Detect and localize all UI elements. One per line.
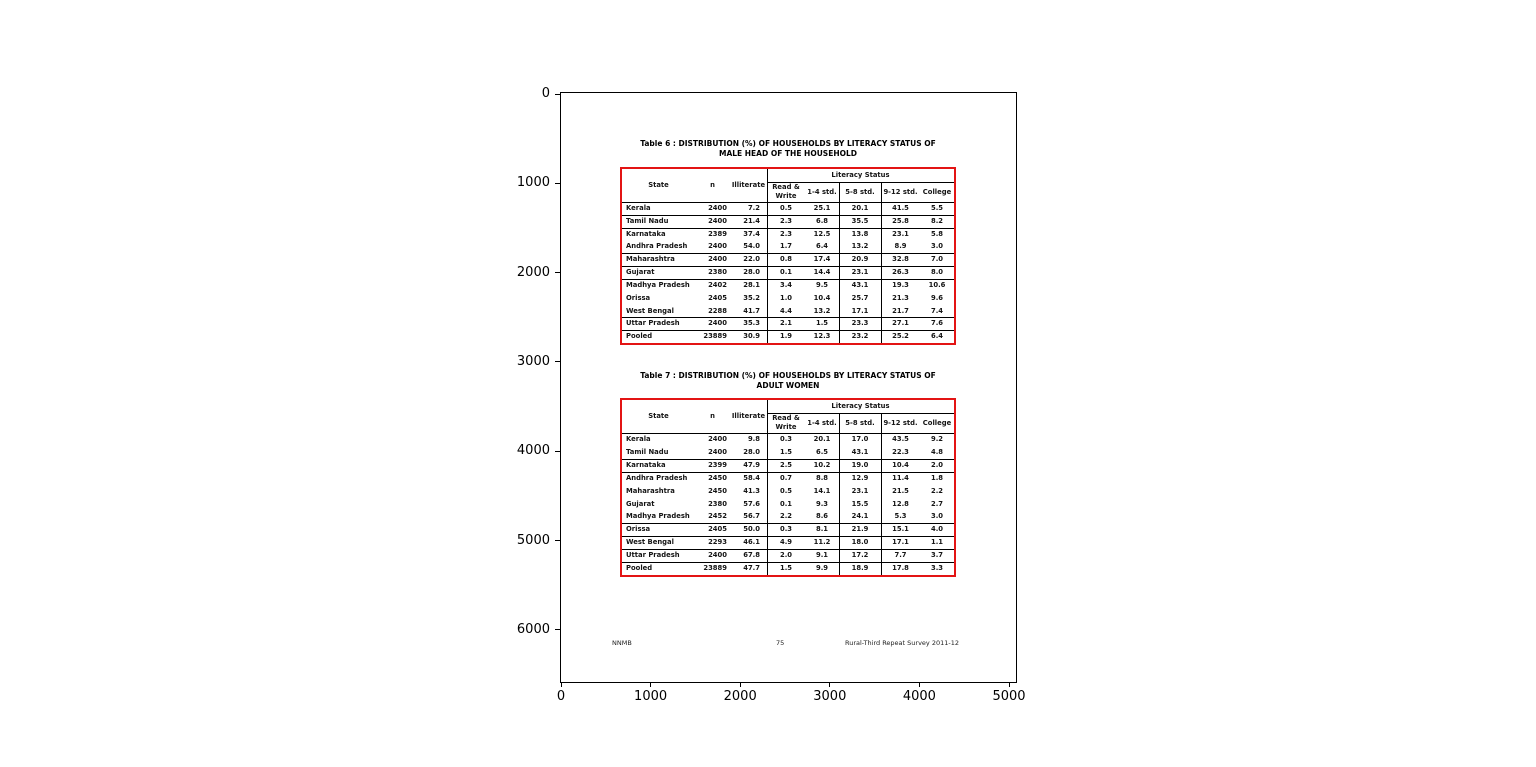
table-7-value-cell: 5.3: [894, 512, 907, 521]
table-7-value-cell: 8.6: [815, 512, 829, 521]
table-6-value-cell: 3.0: [930, 242, 944, 251]
y-tick-mark: [555, 629, 560, 630]
table-7-state-name: Karnataka: [626, 460, 666, 469]
table-6-title-line2: MALE HEAD OF THE HOUSEHOLD: [719, 149, 857, 158]
table-6-state-name: Uttar Pradesh: [626, 319, 680, 328]
table-7-value-cell: 1.5: [779, 564, 793, 573]
table-7-value-cell: 17.1: [892, 538, 909, 547]
table-7-col-header: n: [710, 412, 715, 420]
table-7-title-line1: Table 7 : DISTRIBUTION (%) OF HOUSEHOLDS BY LITERACY STATUS OF: [640, 371, 936, 380]
table-6-value-cell: 10.6: [928, 280, 946, 289]
table-6-value-cell: 1.0: [779, 293, 793, 302]
table-6-state-name: Andhra Pradesh: [626, 242, 688, 251]
table-7-state-name: Madhya Pradesh: [626, 512, 690, 521]
table-6-n-value: 2402: [708, 280, 727, 289]
table-7-row-separator: [622, 523, 954, 524]
table-7-value-cell: 22.3: [892, 447, 909, 456]
table-6-n-value: 2400: [708, 242, 727, 251]
footer-survey: Rural-Third Repeat Survey 2011-12: [845, 639, 959, 647]
y-tick-mark: [555, 272, 560, 273]
table-6-value-cell: 43.1: [851, 280, 869, 289]
table-7-n-value: 2450: [708, 473, 727, 482]
table-6-illiterate-value: 35.3: [743, 319, 760, 328]
table-6-value-cell: 7.0: [930, 255, 944, 264]
table-7-n-value: 2400: [708, 447, 727, 456]
table-7-value-cell: 1.8: [930, 473, 944, 482]
table-7-state-name: Kerala: [626, 435, 651, 443]
table-6-row-separator: [622, 317, 954, 318]
table-7-illiterate-value: 50.0: [743, 525, 760, 534]
table-7-detection-box: [620, 398, 956, 577]
table-6-illiterate-value: 28.0: [743, 268, 760, 277]
table-6-illiterate-value: 28.1: [743, 280, 760, 289]
table-6-n-value: 2288: [708, 306, 727, 315]
table-7-value-cell: 8.8: [815, 473, 829, 482]
y-tick-mark: [555, 183, 560, 184]
table-7-illiterate-value: 47.7: [743, 564, 760, 573]
table-7-value-cell: 10.2: [813, 460, 831, 469]
x-tick-mark: [919, 682, 920, 687]
table-7-value-cell: 2.2: [930, 486, 944, 495]
table-7-row-separator: [622, 472, 954, 473]
table-6-value-cell: 41.5: [892, 204, 909, 212]
table-6-value-cell: 19.3: [892, 280, 909, 289]
table-7-value-cell: 14.1: [813, 486, 831, 495]
table-7-illiterate-value: 58.4: [743, 473, 760, 482]
table-6-illiterate-value: 22.0: [743, 255, 760, 264]
table-6-value-cell: 0.1: [779, 268, 793, 277]
x-tick-label: 0: [556, 689, 566, 704]
table-6-col-header: n: [710, 181, 715, 189]
table-7-illiterate-value: 41.3: [743, 486, 760, 495]
table-6-value-cell: 13.8: [851, 229, 869, 238]
table-6-value-cell: 14.4: [813, 268, 831, 277]
table-6-value-cell: 20.1: [851, 204, 869, 212]
table-7-value-cell: 3.0: [930, 512, 944, 521]
table-6-illiterate-value: 21.4: [743, 216, 760, 225]
table-6-value-cell: 12.5: [813, 229, 831, 238]
x-tick-label: 4000: [902, 689, 936, 704]
table-6-value-cell: 23.3: [851, 319, 869, 328]
table-7-value-cell: 21.9: [851, 525, 869, 534]
table-7-value-cell: 9.1: [815, 551, 829, 560]
table-6-col-header: College: [922, 188, 952, 196]
table-6-value-cell: 13.2: [813, 306, 831, 315]
table-6-value-cell: 23.1: [892, 229, 909, 238]
y-tick-label: 0: [541, 86, 550, 101]
table-6-row-separator: [622, 228, 954, 229]
table-6-illiterate-value: 41.7: [743, 306, 760, 315]
table-7-value-cell: 8.1: [815, 525, 829, 534]
table-7-title-line2: ADULT WOMEN: [756, 381, 820, 390]
table-6-value-cell: 0.8: [779, 255, 793, 264]
table-6-value-cell: 2.1: [779, 319, 793, 328]
table-7-value-cell: 12.8: [892, 499, 909, 508]
table-6-value-cell: 1.9: [779, 332, 793, 341]
table-6-illiterate-value: 54.0: [743, 242, 760, 251]
table-7-row-separator: [622, 549, 954, 550]
table-6-value-cell: 0.5: [779, 204, 793, 212]
table-6-col-header: 5-8 std.: [845, 188, 875, 196]
table-6-value-cell: 8.2: [930, 216, 944, 225]
table-7-value-cell: 1.5: [779, 447, 793, 456]
table-6-value-cell: 35.5: [851, 216, 869, 225]
table-7-illiterate-value: 57.6: [743, 499, 760, 508]
table-7-value-cell: 2.0: [779, 551, 793, 560]
table-7-illiterate-value: 9.8: [747, 435, 760, 443]
table-6-row-separator: [622, 266, 954, 267]
table-6-value-cell: 25.2: [892, 332, 909, 341]
table-6-value-cell: 20.9: [851, 255, 869, 264]
table-7-illiterate-value: 56.7: [743, 512, 760, 521]
table-6-n-value: 2389: [708, 229, 727, 238]
table-7-row-separator: [622, 459, 954, 460]
table-6-value-cell: 7.4: [930, 306, 944, 315]
table-7-value-cell: 0.7: [779, 473, 793, 482]
plot-area: [516, 86, 1026, 704]
table-7-value-cell: 43.5: [892, 435, 909, 443]
table-7-col-header: [767, 413, 805, 433]
table-7-value-cell: 3.3: [930, 564, 944, 573]
table-6-detection-box: [620, 167, 956, 345]
table-6-value-cell: 2.3: [779, 229, 793, 238]
table-7-value-cell: 24.1: [851, 512, 869, 521]
x-tick-label: 5000: [992, 689, 1026, 704]
table-7-value-cell: 23.1: [851, 486, 869, 495]
table-7-n-value: 23889: [703, 564, 727, 573]
table-7-value-cell: 11.4: [892, 473, 909, 482]
table-7-value-cell: 2.2: [779, 512, 793, 521]
table-7-state-name: Uttar Pradesh: [626, 551, 680, 560]
x-tick-label: 1000: [634, 689, 668, 704]
footer-org: NNMB: [612, 639, 632, 647]
y-tick-label: 2000: [516, 264, 550, 280]
table-6-value-cell: 1.7: [779, 242, 793, 251]
table-6-title-line1: Table 6 : DISTRIBUTION (%) OF HOUSEHOLDS BY LITERACY STATUS OF: [640, 139, 936, 148]
table-7-value-cell: 0.5: [779, 486, 793, 495]
y-tick-label: 3000: [516, 353, 550, 369]
table-7-value-cell: 9.3: [815, 499, 829, 508]
table-6-value-cell: 1.5: [815, 319, 829, 328]
y-tick-label: 5000: [516, 532, 550, 548]
table-7-col-header: 5-8 std.: [845, 419, 875, 427]
table-6-row-separator: [622, 330, 954, 331]
table-7-value-cell: 18.0: [851, 538, 869, 547]
y-tick-label: 4000: [516, 443, 550, 459]
table-6-illiterate-value: 37.4: [743, 229, 760, 238]
table-7-value-cell: 2.7: [930, 499, 944, 508]
table-6-title: [620, 139, 956, 159]
table-6-row-separator: [622, 279, 954, 280]
y-tick-mark: [555, 451, 560, 452]
table-6-n-value: 2400: [708, 216, 727, 225]
table-6-value-cell: 32.8: [892, 255, 909, 264]
x-tick-mark: [829, 682, 830, 687]
table-6-col-header: 9-12 std.: [883, 188, 918, 196]
table-7-state-name: Andhra Pradesh: [626, 473, 688, 482]
table-6-value-cell: 4.4: [779, 306, 793, 315]
table-7-n-value: 2405: [708, 525, 727, 534]
table-7-value-cell: 12.9: [851, 473, 869, 482]
table-7-value-cell: 2.0: [930, 460, 944, 469]
table-7-value-cell: 9.2: [930, 435, 944, 443]
table-6-value-cell: 13.2: [851, 242, 869, 251]
table-7-value-cell: 15.1: [892, 525, 909, 534]
table-6-value-cell: 6.4: [930, 332, 944, 341]
table-6-n-value: 2400: [708, 255, 727, 264]
table-6-state-name: Madhya Pradesh: [626, 280, 690, 289]
table-6-col-header: 1-4 std.: [807, 188, 837, 196]
table-6-state-name: Karnataka: [626, 229, 666, 238]
table-6-col-header-line: Write: [775, 192, 797, 200]
table-7-value-cell: 4.0: [930, 525, 944, 534]
table-6-value-cell: 8.0: [930, 268, 944, 277]
table-7-value-cell: 20.1: [813, 435, 831, 443]
table-7-col-header: 9-12 std.: [883, 419, 918, 427]
table-7-n-value: 2400: [708, 435, 727, 443]
table-6-row-separator: [622, 215, 954, 216]
table-6-state-name: Kerala: [626, 204, 651, 212]
x-tick-label: 2000: [723, 689, 757, 704]
y-tick-mark: [555, 94, 560, 95]
table-7-col-header: Illiterate: [731, 412, 766, 420]
footer-page-number: 75: [776, 639, 785, 647]
table-6-col-header-line: Read &: [772, 183, 800, 191]
table-7-n-value: 2450: [708, 486, 727, 495]
table-7-title: [620, 371, 956, 391]
table-6-value-cell: 23.1: [851, 268, 869, 277]
table-7-state-name: Tamil Nadu: [626, 447, 669, 456]
table-7-value-cell: 15.5: [851, 499, 869, 508]
table-6-illiterate-value: 7.2: [747, 204, 760, 212]
table-7-n-value: 2293: [708, 538, 727, 547]
table-6-n-value: 2400: [708, 319, 727, 328]
table-7-value-cell: 18.9: [851, 564, 869, 573]
table-7-illiterate-value: 67.8: [743, 551, 760, 560]
table-7-value-cell: 17.8: [892, 564, 909, 573]
table-6-value-cell: 25.7: [851, 293, 869, 302]
table-7-n-value: 2452: [708, 512, 727, 521]
table-6-value-cell: 5.5: [930, 204, 944, 212]
table-7-col-header: 1-4 std.: [807, 419, 837, 427]
table-7-value-cell: 2.5: [779, 460, 793, 469]
table-7-value-cell: 1.1: [930, 538, 944, 547]
y-tick-label: 6000: [516, 621, 550, 637]
table-6-n-value: 23889: [703, 332, 727, 341]
table-7-value-cell: 19.0: [851, 460, 869, 469]
table-7-literacy-status-header: Literacy Status: [831, 402, 890, 410]
table-6-value-cell: 2.3: [779, 216, 793, 225]
table-6-value-cell: 9.6: [930, 293, 944, 302]
table-7-row-separator: [622, 562, 954, 563]
y-tick-mark: [555, 361, 560, 362]
table-7-state-name: Gujarat: [626, 499, 655, 508]
y-tick-mark: [555, 540, 560, 541]
table-7-value-cell: 6.5: [815, 447, 829, 456]
table-7-state-name: Orissa: [626, 525, 651, 534]
table-7-state-name: Pooled: [626, 564, 653, 573]
table-6-state-name: Tamil Nadu: [626, 216, 669, 225]
table-7-value-cell: 43.1: [851, 447, 869, 456]
table-7-n-value: 2380: [708, 499, 727, 508]
table-7-col-header: State: [648, 412, 669, 420]
y-tick-label: 1000: [516, 175, 550, 191]
table-6-value-cell: 10.4: [813, 293, 831, 302]
table-6-state-name: Maharashtra: [626, 255, 675, 264]
table-7-col-header-line: Read &: [772, 414, 800, 422]
table-6-state-name: West Bengal: [626, 306, 674, 315]
table-7-value-cell: 11.2: [813, 538, 831, 547]
table-7-value-cell: 10.4: [892, 460, 909, 469]
table-7-col-header-line: Write: [775, 423, 797, 431]
table-7-illiterate-value: 46.1: [743, 538, 760, 547]
table-6-value-cell: 21.7: [892, 306, 909, 315]
x-tick-mark: [650, 682, 651, 687]
table-6-col-header: Illiterate: [731, 181, 766, 189]
table-6-n-value: 2405: [708, 293, 727, 302]
table-6-value-cell: 23.2: [851, 332, 869, 341]
table-6-value-cell: 9.5: [815, 280, 829, 289]
table-7-value-cell: 0.3: [779, 435, 793, 443]
table-6-value-cell: 6.4: [815, 242, 829, 251]
table-6-value-cell: 5.8: [930, 229, 944, 238]
table-6-n-value: 2380: [708, 268, 727, 277]
table-6-illiterate-value: 30.9: [743, 332, 760, 341]
table-6-value-cell: 21.3: [892, 293, 909, 302]
table-6-value-cell: 17.1: [851, 306, 869, 315]
table-7-illiterate-value: 47.9: [743, 460, 760, 469]
table-7-value-cell: 3.7: [930, 551, 944, 560]
table-6-value-cell: 8.9: [894, 242, 907, 251]
table-7-row-separator: [622, 536, 954, 537]
table-6-value-cell: 3.4: [779, 280, 793, 289]
x-tick-mark: [740, 682, 741, 687]
table-6-state-name: Orissa: [626, 293, 651, 302]
table-7-value-cell: 17.2: [851, 551, 869, 560]
table-6-value-cell: 26.3: [892, 268, 909, 277]
table-7-col-header: College: [922, 419, 952, 427]
x-tick-mark: [561, 682, 562, 687]
x-tick-mark: [1009, 682, 1010, 687]
table-7-value-cell: 7.7: [894, 551, 907, 560]
table-6-literacy-status-header: Literacy Status: [831, 171, 890, 179]
table-7-value-cell: 4.8: [930, 447, 944, 456]
table-7-n-value: 2400: [708, 551, 727, 560]
table-7-state-name: Maharashtra: [626, 486, 675, 495]
table-6-value-cell: 17.4: [813, 255, 831, 264]
table-6-illiterate-value: 35.2: [743, 293, 760, 302]
table-6-state-name: Gujarat: [626, 268, 655, 277]
table-6-value-cell: 7.6: [930, 319, 944, 328]
table-7-value-cell: 21.5: [892, 486, 909, 495]
table-7-illiterate-value: 28.0: [743, 447, 760, 456]
table-6-value-cell: 27.1: [892, 319, 909, 328]
table-7-value-cell: 4.9: [779, 538, 793, 547]
table-7-value-cell: 9.9: [815, 564, 829, 573]
table-6-col-header: State: [648, 181, 669, 189]
table-6-col-header: [767, 182, 805, 202]
table-6-value-cell: 12.3: [813, 332, 831, 341]
table-6-value-cell: 25.8: [892, 216, 909, 225]
table-6-row-separator: [622, 253, 954, 254]
table-6-state-name: Pooled: [626, 332, 653, 341]
table-6-value-cell: 25.1: [813, 204, 831, 212]
table-6-n-value: 2400: [708, 204, 727, 212]
table-7-state-name: West Bengal: [626, 538, 674, 547]
table-6-value-cell: 6.8: [815, 216, 829, 225]
table-7-value-cell: 17.0: [851, 435, 869, 443]
table-7-value-cell: 0.1: [779, 499, 793, 508]
x-tick-label: 3000: [813, 689, 847, 704]
table-7-n-value: 2399: [708, 460, 727, 469]
table-7-value-cell: 0.3: [779, 525, 793, 534]
